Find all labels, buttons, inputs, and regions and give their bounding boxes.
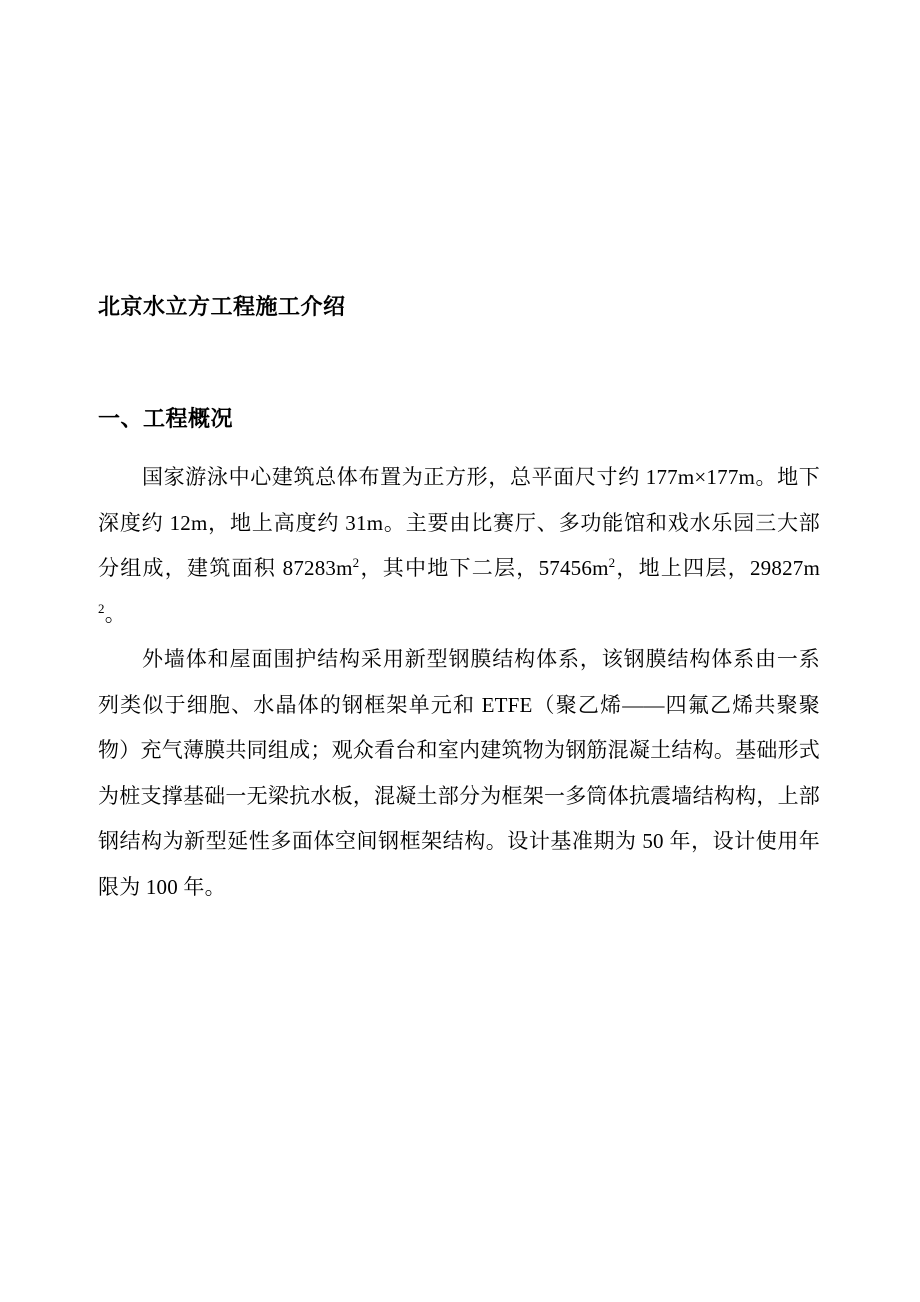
paragraph-project-overview [98,434,820,637]
page-title: 北京水立方工程施工介绍 [98,294,346,319]
overview-text-part4: 。 [104,601,126,626]
overview-text-part2: ，其中地下二层，57456m [359,556,609,580]
superscript-square-3: 2 [98,600,105,616]
section-heading-overview: 一、工程概况 [98,406,234,431]
document-content [98,0,820,910]
overview-text-part1: 国家游泳中心建筑总体布置为正方形，总平面尺寸约 177m×177m。地下深度约 12m，地上高度约 31m。主要由比赛厅、多功能馆和戏水乐园三大部分组成，建筑面积 87283m [98,465,820,580]
overview-text-part3: ，地上四层，29827m [615,556,821,580]
paragraph-structure-description: 外墙体和屋面围护结构采用新型钢膜结构体系，该钢膜结构体系由一系列类似于细胞、水晶体的钢框架单元和 ETFE（聚乙烯——四氟乙烯共聚聚物）充气薄膜共同组成；观众看台和室内建筑物为钢筋混凝土结构。基础形式为桩支撑基础一无梁抗水板，混凝土部分为框架一多筒体抗震墙结构构，上部钢结构为新型延性多面体空间钢框架结构。设计基准期为 50 年，设计使用年限为 100 年。 [98,647,820,899]
superscript-square-1: 2 [352,555,360,570]
superscript-square-2: 2 [608,555,616,570]
